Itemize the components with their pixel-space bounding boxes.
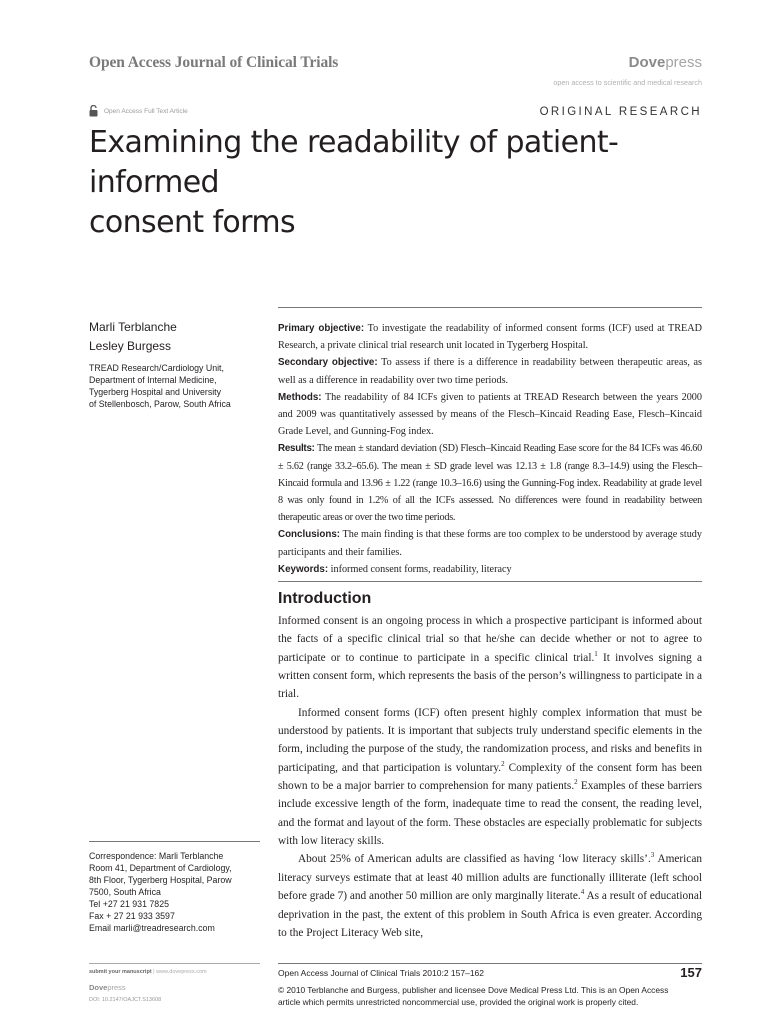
affiliation-line: Tygerberg Hospital and University (89, 387, 222, 397)
submit-label: submit your manuscript (89, 969, 152, 975)
intro-p1-text-a: Informed consent is an ongoing process in which a prospective participant is informed about the facts of a specific clinical trial so that he/she can decide whether or not to agree to participate or to continue to participate in a specific clinical trial. (278, 615, 702, 664)
open-lock-icon (89, 105, 98, 117)
article-title (89, 123, 709, 243)
author-2: Lesley Burgess (89, 339, 172, 353)
abstract-conclusions-text: The main finding is that these forms are too complex to be understood by average study participants and their families. (278, 529, 702, 558)
copyright-line: © 2010 Terblanche and Burgess, publisher and licensee Dove Medical Press Ltd. This is an Open Access (278, 985, 669, 995)
article-type: ORIGINAL RESEARCH (539, 106, 702, 118)
journal-citation: Open Access Journal of Clinical Trials 2010:2 157–162 (278, 968, 485, 978)
affiliation-line: Department of Internal Medicine, (89, 375, 217, 385)
open-access-label: Open Access Full Text Article (104, 107, 188, 115)
publisher-logo (629, 54, 702, 71)
copyright-line: article which permits unrestricted noncommercial use, provided the original work is properly cited. (278, 996, 639, 1007)
article-title-line-2: consent forms (89, 205, 296, 240)
abstract-results-label: Results: (278, 443, 315, 455)
intro-p2-text-b: Complexity of the consent form has been shown to be a major barrier to comprehension for many patients. (278, 761, 702, 793)
correspondence-line: 8th Floor, Tygerberg Hospital, Parow (89, 875, 232, 885)
abstract-conclusions (278, 526, 702, 560)
affiliation-line: of Stellenbosch, Parow, South Africa (89, 399, 231, 409)
publisher-logo-light: press (665, 54, 702, 71)
intro-paragraph-2 (278, 704, 702, 851)
correspondence-email[interactable]: Email marli@treadresearch.com (89, 923, 215, 933)
affiliation-line: TREAD Research/Cardiology Unit, (89, 363, 224, 373)
abstract-methods-text: The readability of 84 ICFs given to patients at TREAD Research between the years 2000 and 2009 was quantitatively assessed by means of the Flesch–Kincaid Reading Ease, Flesch–Kincaid Grade Level, and Gunning-Fog index. (278, 391, 702, 438)
abstract-primary-label: Primary objective: (278, 323, 365, 334)
correspondence-fax: Fax + 27 21 933 3597 (89, 911, 175, 921)
correspondence-phone: Tel +27 21 931 7825 (89, 899, 169, 909)
abstract-primary (278, 320, 702, 354)
abstract-keywords (278, 561, 702, 578)
abstract-secondary-label: Secondary objective: (278, 357, 378, 369)
citation-ref: 1 (594, 649, 598, 658)
footer-publisher-light: press (107, 983, 126, 992)
citation-ref: 3 (650, 851, 655, 860)
footer-right-rule (278, 963, 702, 964)
footer-left-rule (89, 963, 260, 964)
footer-publisher-logo (89, 983, 126, 992)
introduction-body (278, 612, 702, 942)
abstract-primary-text: To investigate the readability of informed consent forms (ICF) used at TREAD Research, a private clinical trial research unit located in Tygerberg Hospital. (278, 323, 702, 352)
abstract-keywords-label: Keywords: (278, 563, 329, 575)
intro-paragraph-1 (278, 612, 702, 704)
submit-manuscript-link[interactable] (89, 969, 207, 975)
publisher-logo-bold: Dove (628, 54, 666, 71)
footer-publisher-bold: Dove (89, 983, 108, 992)
abstract-results-text: The mean ± standard deviation (SD) Flesch–Kincaid Reading Ease score for the 84 ICFs was 46.60 ± 5.62 (range 33.2–65.6). The mean ± SD grade level was 12.13 ± 1.8 (range 8.3–14.9) using the Flesch–Kincaid formula and 13.96 ± 1.22 (range 10.3–16.6) using the Gunning-Fog index. Readability at grade level 8 was only found in 1.2% of all the ICFs assessed. No differences were found in readability between therapeutic areas or over the two time periods. (278, 443, 702, 524)
publisher-tagline: open access to scientific and medical research (553, 78, 702, 87)
correspondence-line: Room 41, Department of Cardiology, (89, 863, 232, 873)
intro-p1-text-b: It involves signing a written consent form, which represents the basis of the person’s willingness to participate in a trial. (278, 651, 703, 701)
abstract-top-rule (278, 307, 702, 308)
citation-ref: 2 (501, 759, 505, 768)
abstract-keywords-text: informed consent forms, readability, literacy (328, 563, 512, 575)
abstract-conclusions-label: Conclusions: (278, 529, 341, 541)
intro-p2-text-c: Examples of these barriers include excessive length of the form, inadequate time to read the consent, the reading level, and the format and layout of the form. These obstacles are especially problematic for subjects with low literacy skills. (278, 780, 702, 848)
open-access-note (89, 103, 188, 119)
submit-separator: | (151, 969, 157, 975)
citation-ref: 4 (580, 888, 585, 897)
abstract-bottom-rule (278, 581, 702, 582)
abstract-secondary-text: To assess if there is a difference in readability between therapeutic areas, as well as a difference in readability over two time periods. (278, 357, 702, 386)
abstract-results (278, 440, 702, 526)
author-1: Marli Terblanche (89, 320, 177, 334)
correspondence-line: 7500, South Africa (89, 887, 161, 897)
intro-p2-text-a: Informed consent forms (ICF) often present highly complex information that must be understood by patients. It is important that subjects truly understand specific elements in the form, including the purpose of the study, the randomization process, and risks and benefits in participating, and that participation is voluntary. (278, 706, 702, 774)
journal-name: Open Access Journal of Clinical Trials (89, 54, 339, 71)
intro-p3-text-c: As a result of educational deprivation in the past, the extent of this problem in South Africa is even greater. According to the Project Literacy Web site, (278, 890, 702, 939)
citation-ref: 2 (574, 778, 578, 787)
correspondence-line: Correspondence: Marli Terblanche (89, 851, 224, 861)
abstract (278, 320, 702, 578)
copyright-notice (278, 985, 708, 1008)
abstract-secondary (278, 354, 702, 388)
intro-p3-text-b: American literacy surveys estimate that at least 40 million adults are functionally illiterate (left school before grade 7) and another 50 million are only marginally literate. (278, 853, 702, 903)
doi: DOI: 10.2147/OAJCT.S13608 (89, 997, 162, 1003)
page-number: 157 (680, 965, 702, 980)
article-title-line-1: Examining the readability of patient-informed (89, 125, 619, 200)
affiliation (89, 362, 259, 410)
correspondence (89, 850, 264, 934)
abstract-methods-label: Methods: (278, 391, 322, 403)
intro-p3-text-a: About 25% of American adults are classified as having ‘low literacy skills’. (298, 853, 651, 866)
intro-paragraph-3 (278, 850, 702, 942)
submit-url[interactable]: www.dovepress.com (156, 969, 207, 975)
abstract-methods (278, 389, 702, 441)
introduction-heading: Introduction (278, 590, 372, 607)
correspondence-rule (89, 841, 260, 842)
